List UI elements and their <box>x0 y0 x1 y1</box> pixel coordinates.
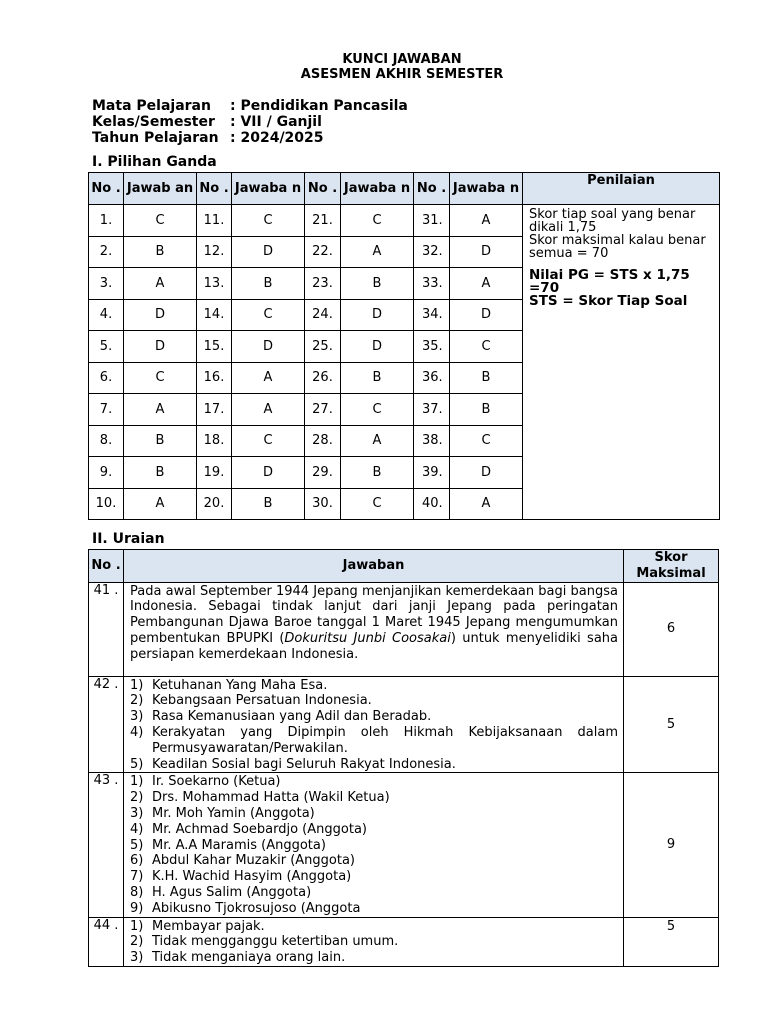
essay-row <box>89 582 719 676</box>
answer-text-part: Pada awal September 1944 Jepang menjanjikan kemerdekaan bagi bangsa Indonesia. Sebagai tindak lanjut dari janji Jepang pada peringatan Pembangunan Djawa Baroe tanggal 1 Maret 1945 Jepang mengumumkan pembentukan BPUPKI ( <box>130 583 618 646</box>
question-number: 19. <box>197 457 232 489</box>
list-item-text: Abikusno Tjokrosujoso (Anggota <box>152 900 361 916</box>
class-semester-value: : VII / Ganjil <box>230 114 322 130</box>
question-number: 41 . <box>89 582 124 676</box>
question-number: 1. <box>89 205 124 237</box>
answer-key: C <box>341 394 414 426</box>
question-number: 13. <box>197 268 232 300</box>
score-formula: Nilai PG = STS x 1,75 =70 <box>529 267 690 296</box>
header-skor-maksimal: Skor Maksimal <box>624 550 719 583</box>
answer-key: A <box>450 268 523 300</box>
list-number: 2) <box>130 790 144 806</box>
answer-key: C <box>232 425 305 457</box>
question-number: 4. <box>89 299 124 331</box>
max-score: 5 <box>624 676 719 773</box>
scoring-rule: Skor tiap soal yang benar dikali 1,75 <box>529 207 696 235</box>
answer-paragraph <box>130 584 618 663</box>
essay-table <box>88 549 719 967</box>
question-number: 39. <box>414 457 450 489</box>
answer-key: A <box>341 425 414 457</box>
answer-key: B <box>341 457 414 489</box>
question-number: 30. <box>305 488 341 520</box>
question-number: 12. <box>197 236 232 268</box>
document-title-line2: ASESMEN AKHIR SEMESTER <box>300 67 504 82</box>
question-number: 10. <box>89 488 124 520</box>
list-item-text: Tidak mengganggu ketertiban umum. <box>152 934 399 950</box>
answer-key: B <box>450 394 523 426</box>
list-item-text: Membayar pajak. <box>152 918 265 934</box>
answer-list-item <box>130 678 618 694</box>
answer-list-item <box>130 934 618 950</box>
answer-key: D <box>450 299 523 331</box>
header-no: No . <box>89 550 124 583</box>
answer-key: D <box>341 299 414 331</box>
answer-list-item <box>130 790 618 806</box>
answer-key: B <box>124 425 197 457</box>
answer-list-item <box>130 853 618 869</box>
academic-year-label: Tahun Pelajaran <box>92 130 219 146</box>
section-title-pilihan-ganda: I. Pilihan Ganda <box>92 154 217 170</box>
essay-row <box>89 676 719 773</box>
header-no: No . <box>89 173 124 205</box>
answer-key: C <box>124 362 197 394</box>
answer-row <box>89 205 720 237</box>
answer-list <box>130 678 618 773</box>
question-number: 9. <box>89 457 124 489</box>
answer-key: B <box>341 362 414 394</box>
list-item-text: Kerakyatan yang Dipimpin oleh Hikmah Kebijaksanaan dalam Permusyawaratan/Perwakilan. <box>152 724 618 756</box>
subject-row <box>92 98 408 114</box>
header-jawaban: Jawaba n <box>232 173 305 205</box>
answer-key: C <box>341 205 414 237</box>
answer-list-item <box>130 774 618 790</box>
list-item-text: Mr. Moh Yamin (Anggota) <box>152 805 315 821</box>
answer-key: D <box>450 457 523 489</box>
list-number: 5) <box>130 756 144 772</box>
question-number: 42 . <box>89 676 124 773</box>
answer-key: A <box>124 268 197 300</box>
question-number: 16. <box>197 362 232 394</box>
answer-list-item <box>130 757 618 773</box>
header-jawaban: Jawaba n <box>450 173 523 205</box>
question-number: 35. <box>414 331 450 363</box>
header-no: No . <box>305 173 341 205</box>
question-number: 29. <box>305 457 341 489</box>
question-number: 26. <box>305 362 341 394</box>
question-number: 17. <box>197 394 232 426</box>
question-number: 5. <box>89 331 124 363</box>
question-number: 15. <box>197 331 232 363</box>
answer-key: D <box>124 299 197 331</box>
answer-list-item <box>130 901 618 917</box>
answer-list-item <box>130 950 618 966</box>
list-item-text: Mr. A.A Maramis (Anggota) <box>152 837 326 853</box>
max-score: 6 <box>624 582 719 676</box>
answer-key: C <box>232 299 305 331</box>
scoring-notes <box>523 205 720 520</box>
answer-list-item <box>130 693 618 709</box>
question-number: 22. <box>305 236 341 268</box>
answer-text <box>124 582 624 676</box>
multiple-choice-body <box>89 205 720 520</box>
academic-year-row <box>92 130 408 146</box>
question-number: 25. <box>305 331 341 363</box>
list-number: 5) <box>130 837 144 853</box>
list-number: 1) <box>130 918 144 934</box>
list-item-text: Ir. Soekarno (Ketua) <box>152 774 281 790</box>
answer-text <box>124 773 624 917</box>
answer-key: D <box>124 331 197 363</box>
header-penilaian: Penilaian <box>523 173 720 205</box>
answer-list-item <box>130 869 618 885</box>
answer-key: A <box>341 236 414 268</box>
essay-row <box>89 917 719 966</box>
list-item-text: Ketuhanan Yang Maha Esa. <box>152 677 328 693</box>
answer-text-italic: Dokuritsu Junbi Coosakai <box>284 630 451 646</box>
answer-key: A <box>124 488 197 520</box>
class-semester-label: Kelas/Semester <box>92 114 215 130</box>
header-jawaban: Jawaban <box>124 550 624 583</box>
question-number: 31. <box>414 205 450 237</box>
question-number: 6. <box>89 362 124 394</box>
list-item-text: K.H. Wachid Hasyim (Anggota) <box>152 869 352 885</box>
answer-list-item <box>130 725 618 757</box>
list-number: 4) <box>130 821 144 837</box>
answer-list-item <box>130 822 618 838</box>
question-number: 27. <box>305 394 341 426</box>
answer-key: A <box>232 394 305 426</box>
answer-key: D <box>232 457 305 489</box>
question-number: 23. <box>305 268 341 300</box>
question-number: 43 . <box>89 773 124 917</box>
max-score: 9 <box>624 773 719 917</box>
answer-key: C <box>124 205 197 237</box>
question-number: 18. <box>197 425 232 457</box>
max-score: 5 <box>624 917 719 966</box>
answer-key: B <box>341 268 414 300</box>
list-item-text: Kebangsaan Persatuan Indonesia. <box>152 693 372 709</box>
answer-key: A <box>450 488 523 520</box>
question-number: 24. <box>305 299 341 331</box>
answer-key: D <box>450 236 523 268</box>
subject-label: Mata Pelajaran <box>92 98 211 114</box>
question-number: 7. <box>89 394 124 426</box>
list-number: 9) <box>130 900 144 916</box>
answer-key: C <box>450 331 523 363</box>
question-number: 21. <box>305 205 341 237</box>
question-number: 37. <box>414 394 450 426</box>
answer-text <box>124 917 624 966</box>
answer-key: B <box>450 362 523 394</box>
list-number: 3) <box>130 950 144 966</box>
list-item-text: Tidak menganiaya orang lain. <box>152 950 346 966</box>
header-jawaban: Jawab an <box>124 173 197 205</box>
question-number: 11. <box>197 205 232 237</box>
answer-key: C <box>232 205 305 237</box>
class-semester-row <box>92 114 408 130</box>
question-number: 38. <box>414 425 450 457</box>
answer-key: B <box>124 457 197 489</box>
question-number: 33. <box>414 268 450 300</box>
answer-key: C <box>341 488 414 520</box>
multiple-choice-table <box>88 172 720 520</box>
question-number: 3. <box>89 268 124 300</box>
header-jawaban: Jawaba n <box>341 173 414 205</box>
question-number: 20. <box>197 488 232 520</box>
question-number: 2. <box>89 236 124 268</box>
answer-text <box>124 676 624 773</box>
question-number: 44 . <box>89 917 124 966</box>
answer-key: A <box>232 362 305 394</box>
list-item-text: Drs. Mohammad Hatta (Wakil Ketua) <box>152 790 390 806</box>
list-number: 2) <box>130 693 144 709</box>
list-item-text: H. Agus Salim (Anggota) <box>152 884 312 900</box>
answer-list <box>130 919 618 966</box>
academic-year-value: : 2024/2025 <box>230 130 324 146</box>
question-number: 8. <box>89 425 124 457</box>
question-number: 34. <box>414 299 450 331</box>
answer-key: D <box>232 331 305 363</box>
list-item-text: Keadilan Sosial bagi Seluruh Rakyat Indonesia. <box>152 756 456 772</box>
answer-key: A <box>450 205 523 237</box>
answer-list-item <box>130 838 618 854</box>
essay-row <box>89 773 719 917</box>
list-number: 6) <box>130 853 144 869</box>
subject-value: : Pendidikan Pancasila <box>230 98 408 114</box>
question-number: 14. <box>197 299 232 331</box>
list-number: 4) <box>130 724 144 740</box>
list-number: 8) <box>130 884 144 900</box>
essay-body <box>89 582 719 966</box>
header-no: No . <box>414 173 450 205</box>
answer-list-item <box>130 806 618 822</box>
question-number: 32. <box>414 236 450 268</box>
list-number: 3) <box>130 709 144 725</box>
section-title-uraian: II. Uraian <box>92 531 165 547</box>
answer-key: D <box>341 331 414 363</box>
answer-key: C <box>450 425 523 457</box>
answer-key: B <box>124 236 197 268</box>
answer-list-item <box>130 709 618 725</box>
answer-key: B <box>232 268 305 300</box>
answer-key: B <box>232 488 305 520</box>
document-title-line1: KUNCI JAWABAN <box>342 52 462 67</box>
list-number: 1) <box>130 774 144 790</box>
question-number: 36. <box>414 362 450 394</box>
list-item-text: Abdul Kahar Muzakir (Anggota) <box>152 853 355 869</box>
list-item-text: Mr. Achmad Soebardjo (Anggota) <box>152 821 367 837</box>
subject-info <box>92 98 408 146</box>
sts-definition: STS = Skor Tiap Soal <box>529 293 688 309</box>
answer-list <box>130 774 618 916</box>
answer-list-item <box>130 919 618 935</box>
max-score-note: Skor maksimal kalau benar semua = 70 <box>529 233 706 261</box>
list-number: 2) <box>130 934 144 950</box>
list-number: 3) <box>130 805 144 821</box>
list-number: 1) <box>130 677 144 693</box>
list-number: 7) <box>130 869 144 885</box>
answer-text-part: ) untuk menyelidiki saha persiapan kemerdekaan Indonesia. <box>130 630 618 662</box>
question-number: 40. <box>414 488 450 520</box>
answer-key: D <box>232 236 305 268</box>
question-number: 28. <box>305 425 341 457</box>
list-item-text: Rasa Kemanusiaan yang Adil dan Beradab. <box>152 709 432 725</box>
answer-key: A <box>124 394 197 426</box>
header-no: No . <box>197 173 232 205</box>
answer-list-item <box>130 885 618 901</box>
